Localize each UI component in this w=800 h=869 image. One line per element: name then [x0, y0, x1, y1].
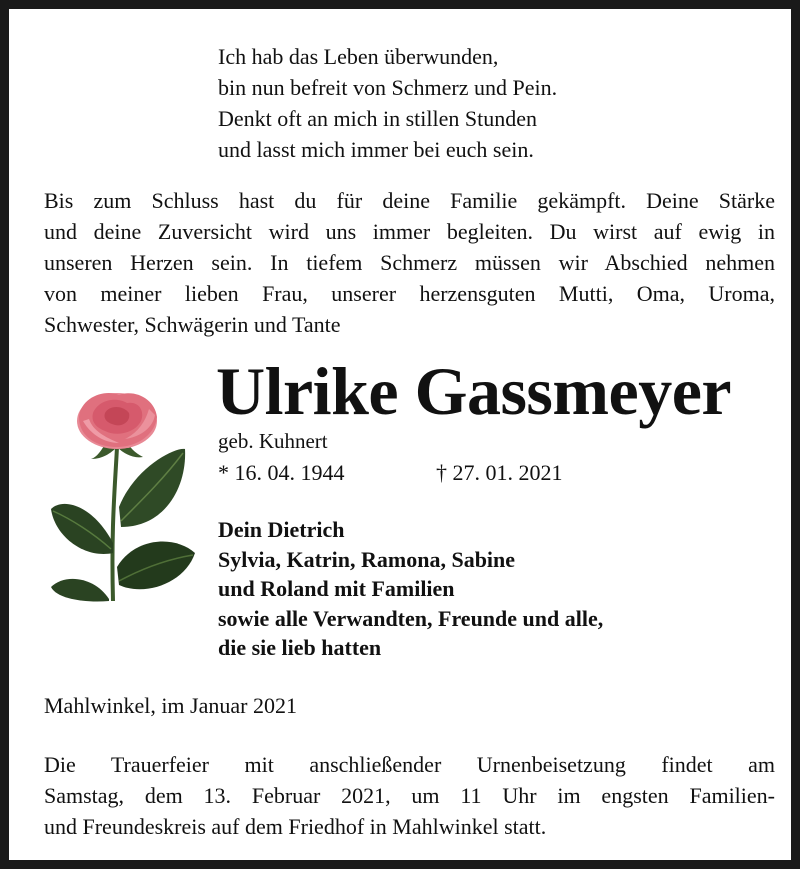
intro-line: von meiner lieben Frau, unserer herzensguten Mutti, Oma, Uroma, [44, 281, 775, 306]
poem-line: und lasst mich immer bei euch sein. [218, 137, 534, 162]
ceremony-paragraph [44, 749, 775, 842]
intro-line: Schwester, Schwägerin und Tante [44, 312, 341, 337]
poem [218, 41, 557, 165]
ceremony-line: und Freundeskreis auf dem Friedhof in Mahlwinkel statt. [44, 814, 547, 839]
poem-line: Denkt oft an mich in stillen Stunden [218, 106, 537, 131]
intro-paragraph [44, 185, 775, 340]
poem-line: bin nun befreit von Schmerz und Pein. [218, 75, 558, 100]
birth-name: geb. Kuhnert [218, 429, 328, 453]
rose-icon [45, 387, 205, 603]
ceremony-line: Samstag, dem 13. Februar 2021, um 11 Uhr im engsten Familien- [44, 783, 775, 808]
deceased-name: Ulrike Gassmeyer [216, 353, 732, 429]
death-date: † 27. 01. 2021 [436, 460, 563, 485]
ceremony-line: Die Trauerfeier mit anschließender Urnenbeisetzung findet am [44, 752, 775, 777]
mourner-line: sowie alle Verwandten, Freunde und alle, [218, 605, 604, 631]
mourner-line: die sie lieb hatten [218, 635, 382, 660]
birth-date: * 16. 04. 1944 [218, 460, 345, 485]
mourner-line: und Roland mit Familien [218, 576, 455, 601]
intro-line: und deine Zuversicht wird uns immer begleiten. Du wirst auf ewig in [44, 219, 775, 244]
mourners-list [218, 515, 603, 663]
life-dates [218, 459, 563, 487]
intro-line: unseren Herzen sein. In tiefem Schmerz müssen wir Abschied nehmen [44, 250, 775, 275]
mourner-line: Sylvia, Katrin, Ramona, Sabine [218, 546, 516, 572]
place-date: Mahlwinkel, im Januar 2021 [44, 693, 297, 718]
intro-line: Bis zum Schluss hast du für deine Familie gekämpft. Deine Stärke [44, 188, 775, 213]
poem-line: Ich hab das Leben überwunden, [218, 44, 499, 69]
mourner-line: Dein Dietrich [218, 517, 345, 542]
